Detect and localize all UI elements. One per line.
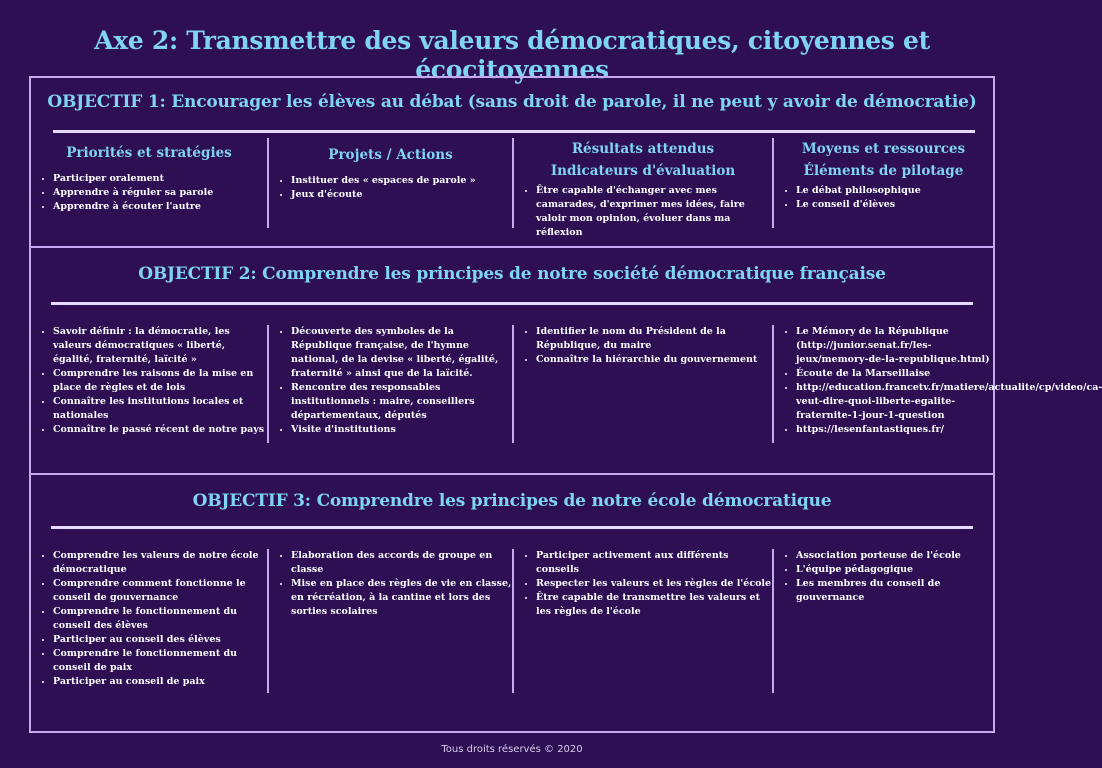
list-item: • Identifier le nom du Président de la République, du maire	[536, 325, 772, 353]
objective-1-col-priorities	[31, 138, 269, 228]
objective-1-priorities-list	[31, 172, 267, 214]
objective-3-divider	[51, 526, 973, 529]
list-item: • Connaître les institutions locales et nationales	[53, 395, 267, 423]
list-item: • Participer au conseil de paix	[53, 675, 267, 689]
objective-2-col-results	[514, 325, 774, 443]
list-item: • http://education.francetv.fr/matiere/actualite/cp/video/ca-veut-dire-quoi-liberte-egalite-fraternite-1-jour-1-question	[796, 381, 993, 423]
list-item: • Comprendre le fonctionnement du conseil des élèves	[53, 605, 267, 633]
list-item: • Participer au conseil des élèves	[53, 633, 267, 647]
header-results: Résultats attendus	[571, 141, 715, 157]
list-item: • Mise en place des règles de vie en classe, en récréation, à la cantine et lors des sorties scolaires	[291, 577, 512, 619]
objective-3-col-results	[514, 549, 774, 693]
objective-2-results-list	[514, 325, 772, 367]
objective-3-title: OBJECTIF 3: Comprendre les principes de notre école démocratique	[192, 491, 832, 511]
objective-3-section	[31, 475, 993, 731]
list-item: • Apprendre à écouter l'autre	[53, 200, 267, 214]
objective-3-col-priorities	[31, 549, 269, 693]
list-item: • Comprendre le fonctionnement du conseil de paix	[53, 647, 267, 675]
objective-2-resources-list	[774, 325, 1102, 437]
list-item: • Comprendre les valeurs de notre école démocratique	[53, 549, 267, 577]
header-resources: Moyens et ressources	[801, 141, 966, 157]
objective-3-col-projects	[269, 549, 514, 693]
list-item: • Découverte des symboles de la République française, de l'hymne national, de la devise « liberté, égalité, fraternité » ainsi que de la laïcité.	[291, 325, 512, 381]
objective-2-section	[31, 248, 1102, 475]
list-item: • Participer oralement	[53, 172, 267, 186]
list-item: • Connaître le passé récent de notre pays	[53, 423, 267, 437]
objective-3-projects-list	[269, 549, 512, 619]
objective-1-divider	[53, 130, 975, 133]
objective-3-results-list	[514, 549, 772, 619]
list-item: • Visite d'institutions	[291, 423, 512, 437]
list-item: • Participer activement aux différents conseils	[536, 549, 772, 577]
objective-1-title: OBJECTIF 1: Encourager les élèves au débat (sans droit de parole, il ne peut y avoir de démocratie)	[47, 92, 977, 112]
objective-2-title: OBJECTIF 2: Comprendre les principes de notre société démocratique française	[138, 264, 886, 284]
list-item: • Être capable de transmettre les valeurs et les règles de l'école	[536, 591, 772, 619]
objective-2-projects-list	[269, 325, 512, 437]
list-item: • Apprendre à réguler sa parole	[53, 186, 267, 200]
objective-1-col-results	[514, 138, 774, 238]
objective-2-col-projects	[269, 325, 514, 443]
objective-1-results-list	[514, 184, 772, 240]
objective-1-col-resources	[774, 138, 993, 228]
list-item: • Jeux d'écoute	[291, 188, 512, 202]
objective-2-divider	[51, 302, 973, 305]
page-title: Axe 2: Transmettre des valeurs démocratiques, citoyennes et écocitoyennes	[94, 26, 930, 84]
list-item: • Comprendre les raisons de la mise en place de règles et de lois	[53, 367, 267, 395]
list-item: • https://lesenfantastiques.fr/	[796, 423, 993, 437]
header-steering: Éléments de pilotage	[803, 163, 964, 179]
list-item: • Être capable d'échanger avec mes camarades, d'exprimer mes idées, faire valoir mon opinion, évoluer dans ma réflexion	[536, 184, 772, 240]
list-item: • Le débat philosophique	[796, 184, 993, 198]
list-item: • L'équipe pédagogique	[796, 563, 993, 577]
objective-3-col-resources	[774, 549, 993, 693]
objective-1-section	[31, 78, 993, 248]
list-item: • Savoir définir : la démocratie, les valeurs démocratiques « liberté, égalité, fraternité, laïcité »	[53, 325, 267, 367]
objective-2-priorities-list	[31, 325, 267, 437]
objective-2-col-priorities	[31, 325, 269, 443]
list-item: • Connaître la hiérarchie du gouvernement	[536, 353, 772, 367]
header-projects: Projets / Actions	[328, 147, 453, 163]
list-item: • Les membres du conseil de gouvernance	[796, 577, 993, 605]
objective-3-priorities-list	[31, 549, 267, 689]
list-item: • Respecter les valeurs et les règles de l'école	[536, 577, 772, 591]
header-priorities: Priorités et stratégies	[66, 145, 232, 161]
copyright-footer: Tous droits réservés © 2020	[441, 744, 583, 755]
objective-1-projects-list	[269, 174, 512, 202]
list-item: • Rencontre des responsables institutionnels : maire, conseillers départementaux, députés	[291, 381, 512, 423]
list-item: • Le conseil d'élèves	[796, 198, 993, 212]
list-item: • Instituer des « espaces de parole »	[291, 174, 512, 188]
list-item: • Association porteuse de l'école	[796, 549, 993, 563]
list-item: • Écoute de la Marseillaise	[796, 367, 993, 381]
objective-3-resources-list	[774, 549, 993, 605]
header-indicators: Indicateurs d'évaluation	[550, 163, 736, 179]
list-item: • Comprendre comment fonctionne le conseil de gouvernance	[53, 577, 267, 605]
list-item: • Elaboration des accords de groupe en classe	[291, 549, 512, 577]
objectives-table	[29, 76, 1102, 733]
objective-1-col-projects	[269, 138, 514, 228]
list-item: • Le Mémory de la République (http://junior.senat.fr/les-jeux/memory-de-la-republique.html)	[796, 325, 993, 367]
objective-2-col-resources	[774, 325, 1102, 443]
objective-1-resources-list	[774, 184, 993, 212]
